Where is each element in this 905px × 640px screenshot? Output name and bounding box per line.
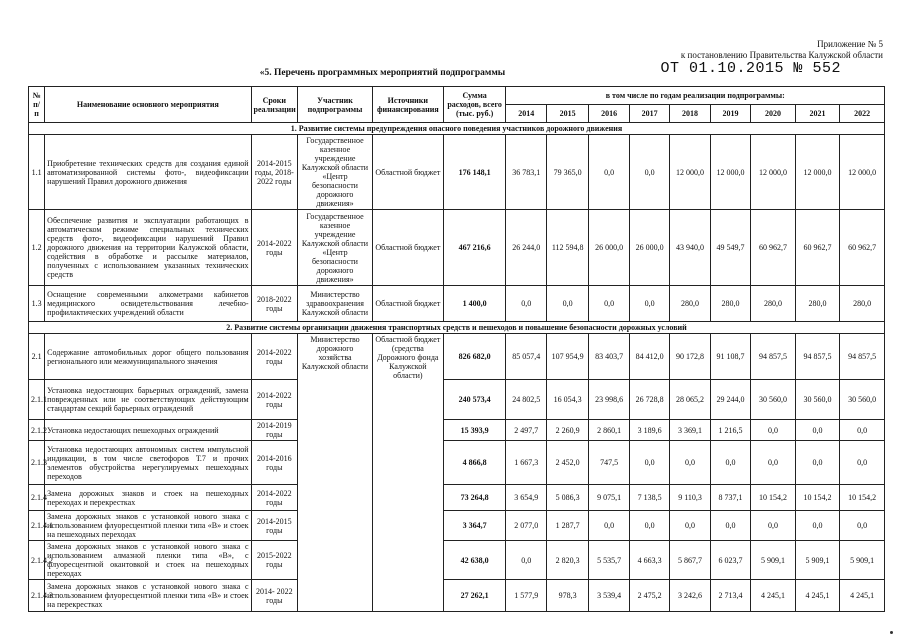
appendix-note xyxy=(681,39,883,61)
year-value-2014: 26 244,0 xyxy=(506,210,546,286)
year-value-2016: 0,0 xyxy=(589,135,629,210)
sources-cell: Областной бюджет xyxy=(372,210,443,286)
year-value-2017: 0,0 xyxy=(629,441,669,485)
year-value-2019: 49 549,7 xyxy=(710,210,750,286)
table-row xyxy=(29,580,885,612)
page-title: «5. Перечень программных мероприятий подпрограммы xyxy=(259,68,506,78)
terms-cell: 2014-2019 годы xyxy=(251,420,298,441)
year-value-2022: 0,0 xyxy=(840,420,885,441)
year-value-2014: 3 654,9 xyxy=(506,485,546,511)
year-value-2018: 280,0 xyxy=(670,286,710,322)
terms-cell: 2014-2022 годы xyxy=(251,380,298,420)
section-row xyxy=(29,123,885,135)
row-number: 1.1 xyxy=(29,135,45,210)
year-value-2015: 79 365,0 xyxy=(546,135,588,210)
row-number: 2.1.4.3 xyxy=(29,580,45,612)
col-sum-header: Сумма расходов, всего (тыс. руб.) xyxy=(443,87,506,123)
row-number: 1.3 xyxy=(29,286,45,322)
year-value-2015: 2 820,3 xyxy=(546,541,588,580)
year-header-2022: 2022 xyxy=(840,105,885,123)
row-number: 2.1.4.2 xyxy=(29,541,45,580)
year-value-2018: 9 110,3 xyxy=(670,485,710,511)
year-value-2021: 60 962,7 xyxy=(795,210,840,286)
year-value-2022: 280,0 xyxy=(840,286,885,322)
sources-cell: Областной бюджет (средства Дорожного фонда Калужской области) xyxy=(372,334,443,612)
year-value-2021: 10 154,2 xyxy=(795,485,840,511)
year-value-2018: 5 867,7 xyxy=(670,541,710,580)
year-value-2019: 1 216,5 xyxy=(710,420,750,441)
year-value-2020: 0,0 xyxy=(751,441,796,485)
table-row xyxy=(29,210,885,286)
sum-cell: 15 393,9 xyxy=(443,420,506,441)
sum-cell: 73 264,8 xyxy=(443,485,506,511)
section-row xyxy=(29,322,885,334)
terms-cell: 2014-2016 годы xyxy=(251,441,298,485)
year-value-2016: 5 535,7 xyxy=(589,541,629,580)
year-value-2019: 2 713,4 xyxy=(710,580,750,612)
year-value-2017: 26 728,8 xyxy=(629,380,669,420)
year-value-2021: 0,0 xyxy=(795,420,840,441)
row-number: 2.1.4.1 xyxy=(29,511,45,541)
year-value-2016: 9 075,1 xyxy=(589,485,629,511)
year-value-2020: 30 560,0 xyxy=(751,380,796,420)
sum-cell: 1 400,0 xyxy=(443,286,506,322)
year-value-2020: 0,0 xyxy=(751,511,796,541)
measure-name: Содержание автомобильных дорог общего пользования регионального или межмуниципального значения xyxy=(45,334,251,380)
terms-cell: 2015-2022 годы xyxy=(251,541,298,580)
year-value-2017: 4 663,3 xyxy=(629,541,669,580)
terms-cell: 2014-2022 годы xyxy=(251,210,298,286)
year-value-2021: 280,0 xyxy=(795,286,840,322)
year-value-2022: 30 560,0 xyxy=(840,380,885,420)
row-number: 2.1.1 xyxy=(29,380,45,420)
table-row xyxy=(29,511,885,541)
row-number: 2.1 xyxy=(29,334,45,380)
section-title: 1. Развитие системы предупреждения опасного поведения участников дорожного движения xyxy=(29,123,885,135)
year-value-2016: 747,5 xyxy=(589,441,629,485)
table-row xyxy=(29,380,885,420)
year-value-2020: 12 000,0 xyxy=(751,135,796,210)
section-title: 2. Развитие системы организации движения транспортных средств и пешеходов и повышение безопасности дорожных условий xyxy=(29,322,885,334)
decree-stamp: ОТ 01.10.2015 № 552 xyxy=(660,60,841,77)
year-value-2021: 4 245,1 xyxy=(795,580,840,612)
col-num-header: № п/п xyxy=(29,87,45,123)
year-value-2021: 0,0 xyxy=(795,511,840,541)
year-value-2020: 94 857,5 xyxy=(751,334,796,380)
year-value-2022: 5 909,1 xyxy=(840,541,885,580)
year-header-2021: 2021 xyxy=(795,105,840,123)
row-number: 2.1.4 xyxy=(29,485,45,511)
col-sources-header: Источники финансирования xyxy=(372,87,443,123)
year-header-2018: 2018 xyxy=(670,105,710,123)
row-number: 2.1.2 xyxy=(29,420,45,441)
year-value-2017: 0,0 xyxy=(629,135,669,210)
year-value-2018: 28 065,2 xyxy=(670,380,710,420)
year-value-2017: 84 412,0 xyxy=(629,334,669,380)
sources-cell: Областной бюджет xyxy=(372,135,443,210)
table-row xyxy=(29,485,885,511)
year-value-2015: 112 594,8 xyxy=(546,210,588,286)
year-value-2019: 29 244,0 xyxy=(710,380,750,420)
participant-cell: Министерство здравоохранения Калужской области xyxy=(298,286,373,322)
year-value-2019: 91 108,7 xyxy=(710,334,750,380)
year-value-2019: 8 737,1 xyxy=(710,485,750,511)
year-value-2022: 10 154,2 xyxy=(840,485,885,511)
year-value-2016: 0,0 xyxy=(589,511,629,541)
col-name-header: Наименование основного мероприятия xyxy=(45,87,251,123)
year-value-2021: 5 909,1 xyxy=(795,541,840,580)
year-value-2020: 5 909,1 xyxy=(751,541,796,580)
year-value-2022: 94 857,5 xyxy=(840,334,885,380)
year-header-2015: 2015 xyxy=(546,105,588,123)
year-value-2014: 0,0 xyxy=(506,541,546,580)
year-value-2016: 2 860,1 xyxy=(589,420,629,441)
year-value-2019: 0,0 xyxy=(710,511,750,541)
year-value-2019: 0,0 xyxy=(710,441,750,485)
col-years-group-header: в том числе по годам реализации подпрограммы: xyxy=(506,87,885,105)
year-value-2019: 280,0 xyxy=(710,286,750,322)
measure-name: Обеспечение развития и эксплуатации работающих в автоматическом режиме специальных технических средств фото-, видеофиксации нарушений Правил дорожного движения на территории Калужской области, содействия в обработке и рассылке материалов, полученных с использованием указанных технических средств xyxy=(45,210,251,286)
participant-cell: Государственное казенное учреждение Калужской области «Центр безопасности дорожного движения» xyxy=(298,210,373,286)
year-value-2014: 0,0 xyxy=(506,286,546,322)
sum-cell: 42 638,0 xyxy=(443,541,506,580)
year-value-2019: 12 000,0 xyxy=(710,135,750,210)
year-value-2021: 94 857,5 xyxy=(795,334,840,380)
year-value-2015: 1 287,7 xyxy=(546,511,588,541)
year-value-2017: 0,0 xyxy=(629,286,669,322)
terms-cell: 2014-2015 годы xyxy=(251,511,298,541)
year-value-2017: 7 138,5 xyxy=(629,485,669,511)
year-value-2022: 0,0 xyxy=(840,441,885,485)
year-value-2016: 26 000,0 xyxy=(589,210,629,286)
measure-name: Замена дорожных знаков с установкой нового знака с использованием флуоресцентной пленки типа «В» и стоек на пешеходных переходах xyxy=(45,511,251,541)
sum-cell: 467 216,6 xyxy=(443,210,506,286)
measure-name: Установка недостающих автономных систем импульсной индикации, в том числе светофоров Т.7 и прочих элементов обустройства нерегулируемых пешеходных переходов xyxy=(45,441,251,485)
year-value-2017: 26 000,0 xyxy=(629,210,669,286)
terms-cell: 2018-2022 годы xyxy=(251,286,298,322)
year-value-2014: 36 783,1 xyxy=(506,135,546,210)
year-value-2015: 5 086,3 xyxy=(546,485,588,511)
measure-name: Установка недостающих барьерных ограждений, замена поврежденных или не соответствующих действующим стандартам секций барьерных ограждений xyxy=(45,380,251,420)
year-header-2020: 2020 xyxy=(751,105,796,123)
page-mark xyxy=(890,631,893,634)
participant-cell: Государственное казенное учреждение Калужской области «Центр безопасности дорожного движения» xyxy=(298,135,373,210)
year-value-2016: 23 998,6 xyxy=(589,380,629,420)
year-value-2015: 107 954,9 xyxy=(546,334,588,380)
terms-cell: 2014-2015 годы, 2018-2022 годы xyxy=(251,135,298,210)
appendix-line-1: Приложение № 5 xyxy=(817,39,883,49)
year-value-2018: 0,0 xyxy=(670,441,710,485)
sum-cell: 826 682,0 xyxy=(443,334,506,380)
year-value-2018: 90 172,8 xyxy=(670,334,710,380)
measure-name: Приобретение технических средств для создания единой автоматизированной системы фото-, видеофиксации нарушений Правил дорожного движения xyxy=(45,135,251,210)
year-value-2021: 30 560,0 xyxy=(795,380,840,420)
year-header-2019: 2019 xyxy=(710,105,750,123)
sum-cell: 3 364,7 xyxy=(443,511,506,541)
year-header-2016: 2016 xyxy=(589,105,629,123)
appendix-line-2: к постановлению Правительства Калужской области xyxy=(680,50,883,60)
year-value-2020: 4 245,1 xyxy=(751,580,796,612)
measure-name: Установка недостающих пешеходных ограждений xyxy=(45,420,251,441)
terms-cell: 2014- 2022 годы xyxy=(251,580,298,612)
year-value-2018: 43 940,0 xyxy=(670,210,710,286)
participant-cell: Министерство дорожного хозяйства Калужской области xyxy=(298,334,373,612)
measure-name: Замена дорожных знаков с установкой нового знака с использованием флуоресцентной пленки типа «В» и стоек на перекрестках xyxy=(45,580,251,612)
year-value-2014: 1 667,3 xyxy=(506,441,546,485)
year-value-2015: 2 452,0 xyxy=(546,441,588,485)
terms-cell: 2014-2022 годы xyxy=(251,485,298,511)
year-value-2015: 978,3 xyxy=(546,580,588,612)
sum-cell: 176 148,1 xyxy=(443,135,506,210)
year-value-2020: 10 154,2 xyxy=(751,485,796,511)
year-value-2020: 0,0 xyxy=(751,420,796,441)
col-participant-header: Участник подпрограммы xyxy=(298,87,373,123)
table-row xyxy=(29,286,885,322)
sum-cell: 240 573,4 xyxy=(443,380,506,420)
measure-name: Замена дорожных знаков и стоек на пешеходных переходах и перекрестках xyxy=(45,485,251,511)
measure-name: Оснащение современными алкометрами кабинетов медицинского освидетельствования лечебно-профилактических учреждений области xyxy=(45,286,251,322)
table-row xyxy=(29,420,885,441)
measure-name: Замена дорожных знаков с установкой нового знака с использованием алмазной пленки типа «В», с флуоресцентной окантовкой и стоек на пешеходных переходах xyxy=(45,541,251,580)
year-value-2022: 60 962,7 xyxy=(840,210,885,286)
year-value-2021: 0,0 xyxy=(795,441,840,485)
year-value-2018: 0,0 xyxy=(670,511,710,541)
year-header-2014: 2014 xyxy=(506,105,546,123)
table-row xyxy=(29,135,885,210)
year-value-2017: 2 475,2 xyxy=(629,580,669,612)
year-value-2021: 12 000,0 xyxy=(795,135,840,210)
year-value-2014: 24 802,5 xyxy=(506,380,546,420)
year-value-2022: 4 245,1 xyxy=(840,580,885,612)
year-value-2015: 16 054,3 xyxy=(546,380,588,420)
year-value-2015: 2 260,9 xyxy=(546,420,588,441)
year-value-2018: 3 242,6 xyxy=(670,580,710,612)
col-terms-header: Сроки реализации xyxy=(251,87,298,123)
year-value-2020: 280,0 xyxy=(751,286,796,322)
year-value-2020: 60 962,7 xyxy=(751,210,796,286)
year-value-2014: 2 077,0 xyxy=(506,511,546,541)
table-row xyxy=(29,541,885,580)
year-value-2016: 0,0 xyxy=(589,286,629,322)
year-value-2018: 3 369,1 xyxy=(670,420,710,441)
year-value-2022: 12 000,0 xyxy=(840,135,885,210)
year-value-2014: 85 057,4 xyxy=(506,334,546,380)
year-value-2014: 1 577,9 xyxy=(506,580,546,612)
table-row xyxy=(29,334,885,380)
year-value-2016: 83 403,7 xyxy=(589,334,629,380)
year-value-2014: 2 497,7 xyxy=(506,420,546,441)
sum-cell: 27 262,1 xyxy=(443,580,506,612)
sum-cell: 4 866,8 xyxy=(443,441,506,485)
year-value-2017: 0,0 xyxy=(629,511,669,541)
terms-cell: 2014-2022 годы xyxy=(251,334,298,380)
year-value-2015: 0,0 xyxy=(546,286,588,322)
row-number: 1.2 xyxy=(29,210,45,286)
table-row xyxy=(29,441,885,485)
year-value-2018: 12 000,0 xyxy=(670,135,710,210)
year-value-2022: 0,0 xyxy=(840,511,885,541)
measures-table xyxy=(28,86,885,612)
row-number: 2.1.3 xyxy=(29,441,45,485)
sources-cell: Областной бюджет xyxy=(372,286,443,322)
year-value-2017: 3 189,6 xyxy=(629,420,669,441)
year-value-2016: 3 539,4 xyxy=(589,580,629,612)
year-value-2019: 6 023,7 xyxy=(710,541,750,580)
year-header-2017: 2017 xyxy=(629,105,669,123)
